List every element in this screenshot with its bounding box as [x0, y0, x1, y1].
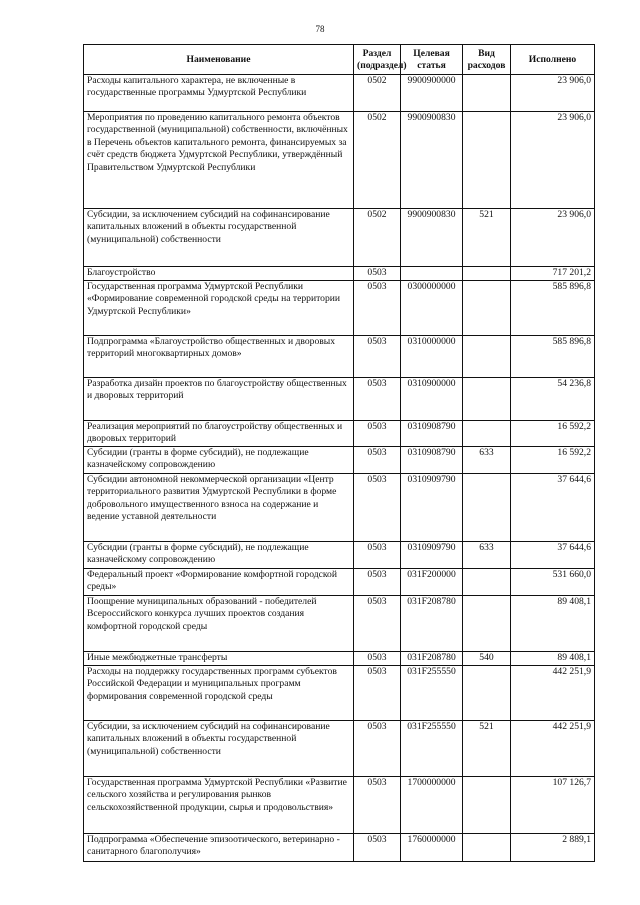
- row-name: Федеральный проект «Формирование комфортной городской среды»: [84, 569, 354, 596]
- row-name: Поощрение муниципальных образований - победителей Всероссийского конкурса лучших проектов создания комфортной городской среды: [84, 596, 354, 652]
- row-amount: 531 660,0: [511, 569, 595, 596]
- table-row: [84, 209, 595, 267]
- row-name: Субсидии (гранты в форме субсидий), не подлежащие казначейскому сопровождению: [84, 447, 354, 474]
- row-article: 0310908790: [401, 447, 463, 474]
- row-amount: 442 251,9: [511, 721, 595, 777]
- row-amount: 717 201,2: [511, 267, 595, 281]
- row-article: 031F255550: [401, 721, 463, 777]
- row-name: Субсидии, за исключением субсидий на софинансирование капитальных вложений в объекты государственной (муниципальной) собственности: [84, 721, 354, 777]
- table-row: [84, 596, 595, 652]
- row-section: 0503: [354, 378, 401, 421]
- table-row: [84, 569, 595, 596]
- row-kind: [463, 421, 511, 447]
- row-kind: [463, 112, 511, 209]
- row-amount: 23 906,0: [511, 112, 595, 209]
- row-name: Государственная программа Удмуртской Республики «Развитие сельского хозяйства и регулирования рынков сельскохозяйственной продукции, сырья и продовольствия»: [84, 777, 354, 834]
- row-section: 0503: [354, 666, 401, 721]
- row-name: Подпрограмма «Обеспечение эпизоотического, ветеринарно - санитарного благополучия»: [84, 834, 354, 862]
- table-row: [84, 652, 595, 666]
- row-section: 0503: [354, 569, 401, 596]
- table-row: [84, 112, 595, 209]
- table-row: [84, 267, 595, 281]
- row-kind: [463, 834, 511, 862]
- table-row: [84, 281, 595, 336]
- row-section: 0503: [354, 267, 401, 281]
- row-article: 0310000000: [401, 336, 463, 378]
- row-kind: 521: [463, 209, 511, 267]
- row-article: 0310909790: [401, 474, 463, 542]
- row-amount: 2 889,1: [511, 834, 595, 862]
- row-section: 0503: [354, 421, 401, 447]
- row-kind: [463, 75, 511, 112]
- row-section: 0503: [354, 596, 401, 652]
- row-section: 0502: [354, 209, 401, 267]
- row-kind: [463, 336, 511, 378]
- row-article: 031F208780: [401, 652, 463, 666]
- row-amount: 23 906,0: [511, 209, 595, 267]
- table-row: [84, 834, 595, 862]
- row-section: 0503: [354, 652, 401, 666]
- row-amount: 585 896,8: [511, 336, 595, 378]
- row-kind: [463, 378, 511, 421]
- table-row: [84, 421, 595, 447]
- row-kind: [463, 474, 511, 542]
- row-amount: 107 126,7: [511, 777, 595, 834]
- row-kind: 521: [463, 721, 511, 777]
- row-article: 0310900000: [401, 378, 463, 421]
- table-row: [84, 378, 595, 421]
- row-name: Расходы на поддержку государственных программ субъектов Российской Федерации и муниципальных программ формирования современной городской среды: [84, 666, 354, 721]
- row-name: Государственная программа Удмуртской Республики «Формирование современной городской среды на территории Удмуртской Республики»: [84, 281, 354, 336]
- row-article: 9900900830: [401, 209, 463, 267]
- row-name: Иные межбюджетные трансферты: [84, 652, 354, 666]
- row-kind: 633: [463, 447, 511, 474]
- row-name: Мероприятия по проведению капитального ремонта объектов государственной (муниципальной) собственности, включённых в Перечень объектов капитального ремонта, финансируемых за счёт средств бюджета Удмуртской Республики, утверждённый Правительством Удмуртской Республики: [84, 112, 354, 209]
- header-section: Раздел (подраздел): [354, 45, 401, 75]
- budget-table: [83, 44, 595, 862]
- row-kind: [463, 267, 511, 281]
- row-section: 0503: [354, 447, 401, 474]
- row-article: 1700000000: [401, 777, 463, 834]
- page-number: 78: [315, 24, 325, 34]
- row-article: 031F200000: [401, 569, 463, 596]
- table-row: [84, 336, 595, 378]
- row-amount: 89 408,1: [511, 652, 595, 666]
- row-section: 0503: [354, 542, 401, 569]
- row-amount: 16 592,2: [511, 447, 595, 474]
- row-article: 031F255550: [401, 666, 463, 721]
- row-section: 0503: [354, 474, 401, 542]
- row-amount: 16 592,2: [511, 421, 595, 447]
- row-name: Субсидии, за исключением субсидий на софинансирование капитальных вложений в объекты государственной (муниципальной) собственности: [84, 209, 354, 267]
- table-header-row: [84, 45, 595, 75]
- row-article: 0310909790: [401, 542, 463, 569]
- table-row: [84, 75, 595, 112]
- table-row: [84, 474, 595, 542]
- table-row: [84, 721, 595, 777]
- header-kind: Вид расходов: [463, 45, 511, 75]
- row-kind: [463, 596, 511, 652]
- row-kind: 633: [463, 542, 511, 569]
- row-name: Благоустройство: [84, 267, 354, 281]
- row-name: Субсидии (гранты в форме субсидий), не подлежащие казначейскому сопровождению: [84, 542, 354, 569]
- row-section: 0503: [354, 777, 401, 834]
- row-section: 0503: [354, 721, 401, 777]
- table-row: [84, 447, 595, 474]
- header-amount: Исполнено: [511, 45, 595, 75]
- row-amount: 37 644,6: [511, 542, 595, 569]
- row-section: 0503: [354, 336, 401, 378]
- row-name: Разработка дизайн проектов по благоустройству общественных и дворовых территорий: [84, 378, 354, 421]
- table-row: [84, 542, 595, 569]
- row-article: 9900900830: [401, 112, 463, 209]
- row-kind: [463, 281, 511, 336]
- row-article: 0310908790: [401, 421, 463, 447]
- row-amount: 37 644,6: [511, 474, 595, 542]
- row-name: Расходы капитального характера, не включенные в государственные программы Удмуртской Республики: [84, 75, 354, 112]
- row-section: 0502: [354, 75, 401, 112]
- row-name: Реализация мероприятий по благоустройству общественных и дворовых территорий: [84, 421, 354, 447]
- row-article: 031F208780: [401, 596, 463, 652]
- row-amount: 54 236,8: [511, 378, 595, 421]
- row-kind: [463, 569, 511, 596]
- row-section: 0502: [354, 112, 401, 209]
- row-amount: 89 408,1: [511, 596, 595, 652]
- row-section: 0503: [354, 281, 401, 336]
- row-amount: 442 251,9: [511, 666, 595, 721]
- row-name: Подпрограмма «Благоустройство общественных и дворовых территорий многоквартирных домов»: [84, 336, 354, 378]
- row-article: [401, 267, 463, 281]
- table-row: [84, 777, 595, 834]
- row-amount: 23 906,0: [511, 75, 595, 112]
- row-article: 1760000000: [401, 834, 463, 862]
- row-section: 0503: [354, 834, 401, 862]
- table-row: [84, 666, 595, 721]
- header-article: Целевая статья: [401, 45, 463, 75]
- row-kind: [463, 777, 511, 834]
- row-article: 9900900000: [401, 75, 463, 112]
- row-amount: 585 896,8: [511, 281, 595, 336]
- row-article: 0300000000: [401, 281, 463, 336]
- row-name: Субсидии автономной некоммерческой организации «Центр территориального развития Удмуртской Республики в форме добровольного имущественного взноса на содержание и ведение уставной деятельности: [84, 474, 354, 542]
- row-kind: 540: [463, 652, 511, 666]
- row-kind: [463, 666, 511, 721]
- header-name: Наименование: [84, 45, 354, 75]
